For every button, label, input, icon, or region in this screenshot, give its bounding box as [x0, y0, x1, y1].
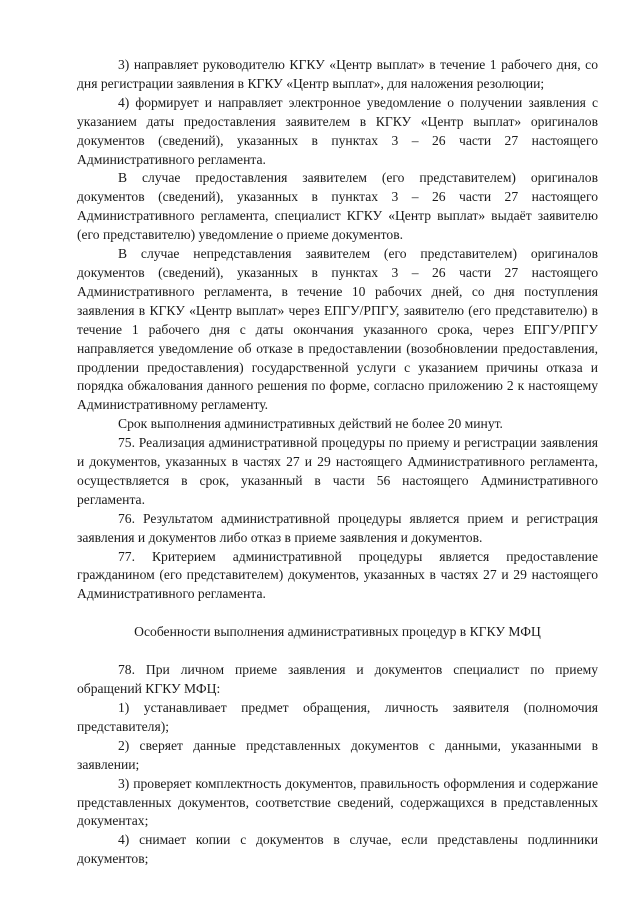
paragraph-78-item-1: 1) устанавливает предмет обращения, личность заявителя (полномочия представителя);: [77, 700, 598, 734]
paragraph-78-item-2: 2) сверяет данные представленных документов с данными, указанными в заявлении;: [77, 737, 598, 772]
paragraph-77: 77. Критерием административной процедуры является предоставление гражданином (его представителем) документов, указанных в частях 27 и 29 настоящего Административного регламента.: [77, 548, 598, 602]
paragraph-originals-not-provided: В случае непредставления заявителем (его представителем) оригиналов документов (сведений), указанных в пунктах 3 – 26 части 27 настоящего Административного регламента, в течение 10 рабочих дней, со дня поступления заявления в КГКУ «Центр выплат» через ЕПГУ/РПГУ, заявителю (его представителю) в течение 1 рабочего дня с даты окончания указанного срока, через ЕПГУ/РПГУ направляется уведомление об отказе в предоставлении (возобновлении предоставления, продлении предоставления) государственной услуги с указанием причины отказа и порядка обжалования данного решения по форме, согласно приложению 2 к настоящему Административному регламенту.: [77, 246, 598, 413]
document-body: [77, 56, 598, 869]
paragraph-78-item-4: 4) снимает копии с документов в случае, если представлены подлинники документов;: [77, 832, 598, 867]
paragraph-75: 75. Реализация административной процедуры по приему и регистрации заявления и документов, указанных в частях 27 и 29 настоящего Административного регламента, осуществляется в срок, указанный в части 56 настоящего Административного регламента.: [77, 435, 598, 507]
paragraph-item-4: 4) формирует и направляет электронное уведомление о получении заявления с указанием даты предоставления заявителем в КГКУ «Центр выплат» оригиналов документов (сведений), указанных в пунктах 3 – 26 части 27 настоящего Административного регламента.: [77, 94, 598, 167]
paragraph-item-3: 3) направляет руководителю КГКУ «Центр выплат» в течение 1 рабочего дня, со дня регистрации заявления в КГКУ «Центр выплат», для наложения резолюции;: [77, 57, 598, 91]
paragraph-78-item-3: 3) проверяет комплектность документов, правильность оформления и содержание представленных документов, соответствие сведений, содержащихся в представленных документах;: [77, 775, 598, 829]
paragraph-76: 76. Результатом административной процедуры является прием и регистрация заявления и документов либо отказ в приеме заявления и документов.: [77, 510, 598, 545]
section-heading: Особенности выполнения административных процедур в КГКУ МФЦ: [134, 624, 541, 640]
paragraph-78: 78. При личном приеме заявления и документов специалист по приему обращений КГКУ МФЦ:: [77, 662, 598, 697]
paragraph-originals-provided: В случае предоставления заявителем (его представителем) оригиналов документов (сведений), указанных в пунктах 3 – 26 части 27 настоящего Административного регламента, специалист КГКУ «Центр выплат» выдаёт заявителю (его представителю) уведомление о приеме документов.: [77, 170, 598, 243]
paragraph-time-limit: Срок выполнения административных действий не более 20 минут.: [118, 416, 503, 432]
